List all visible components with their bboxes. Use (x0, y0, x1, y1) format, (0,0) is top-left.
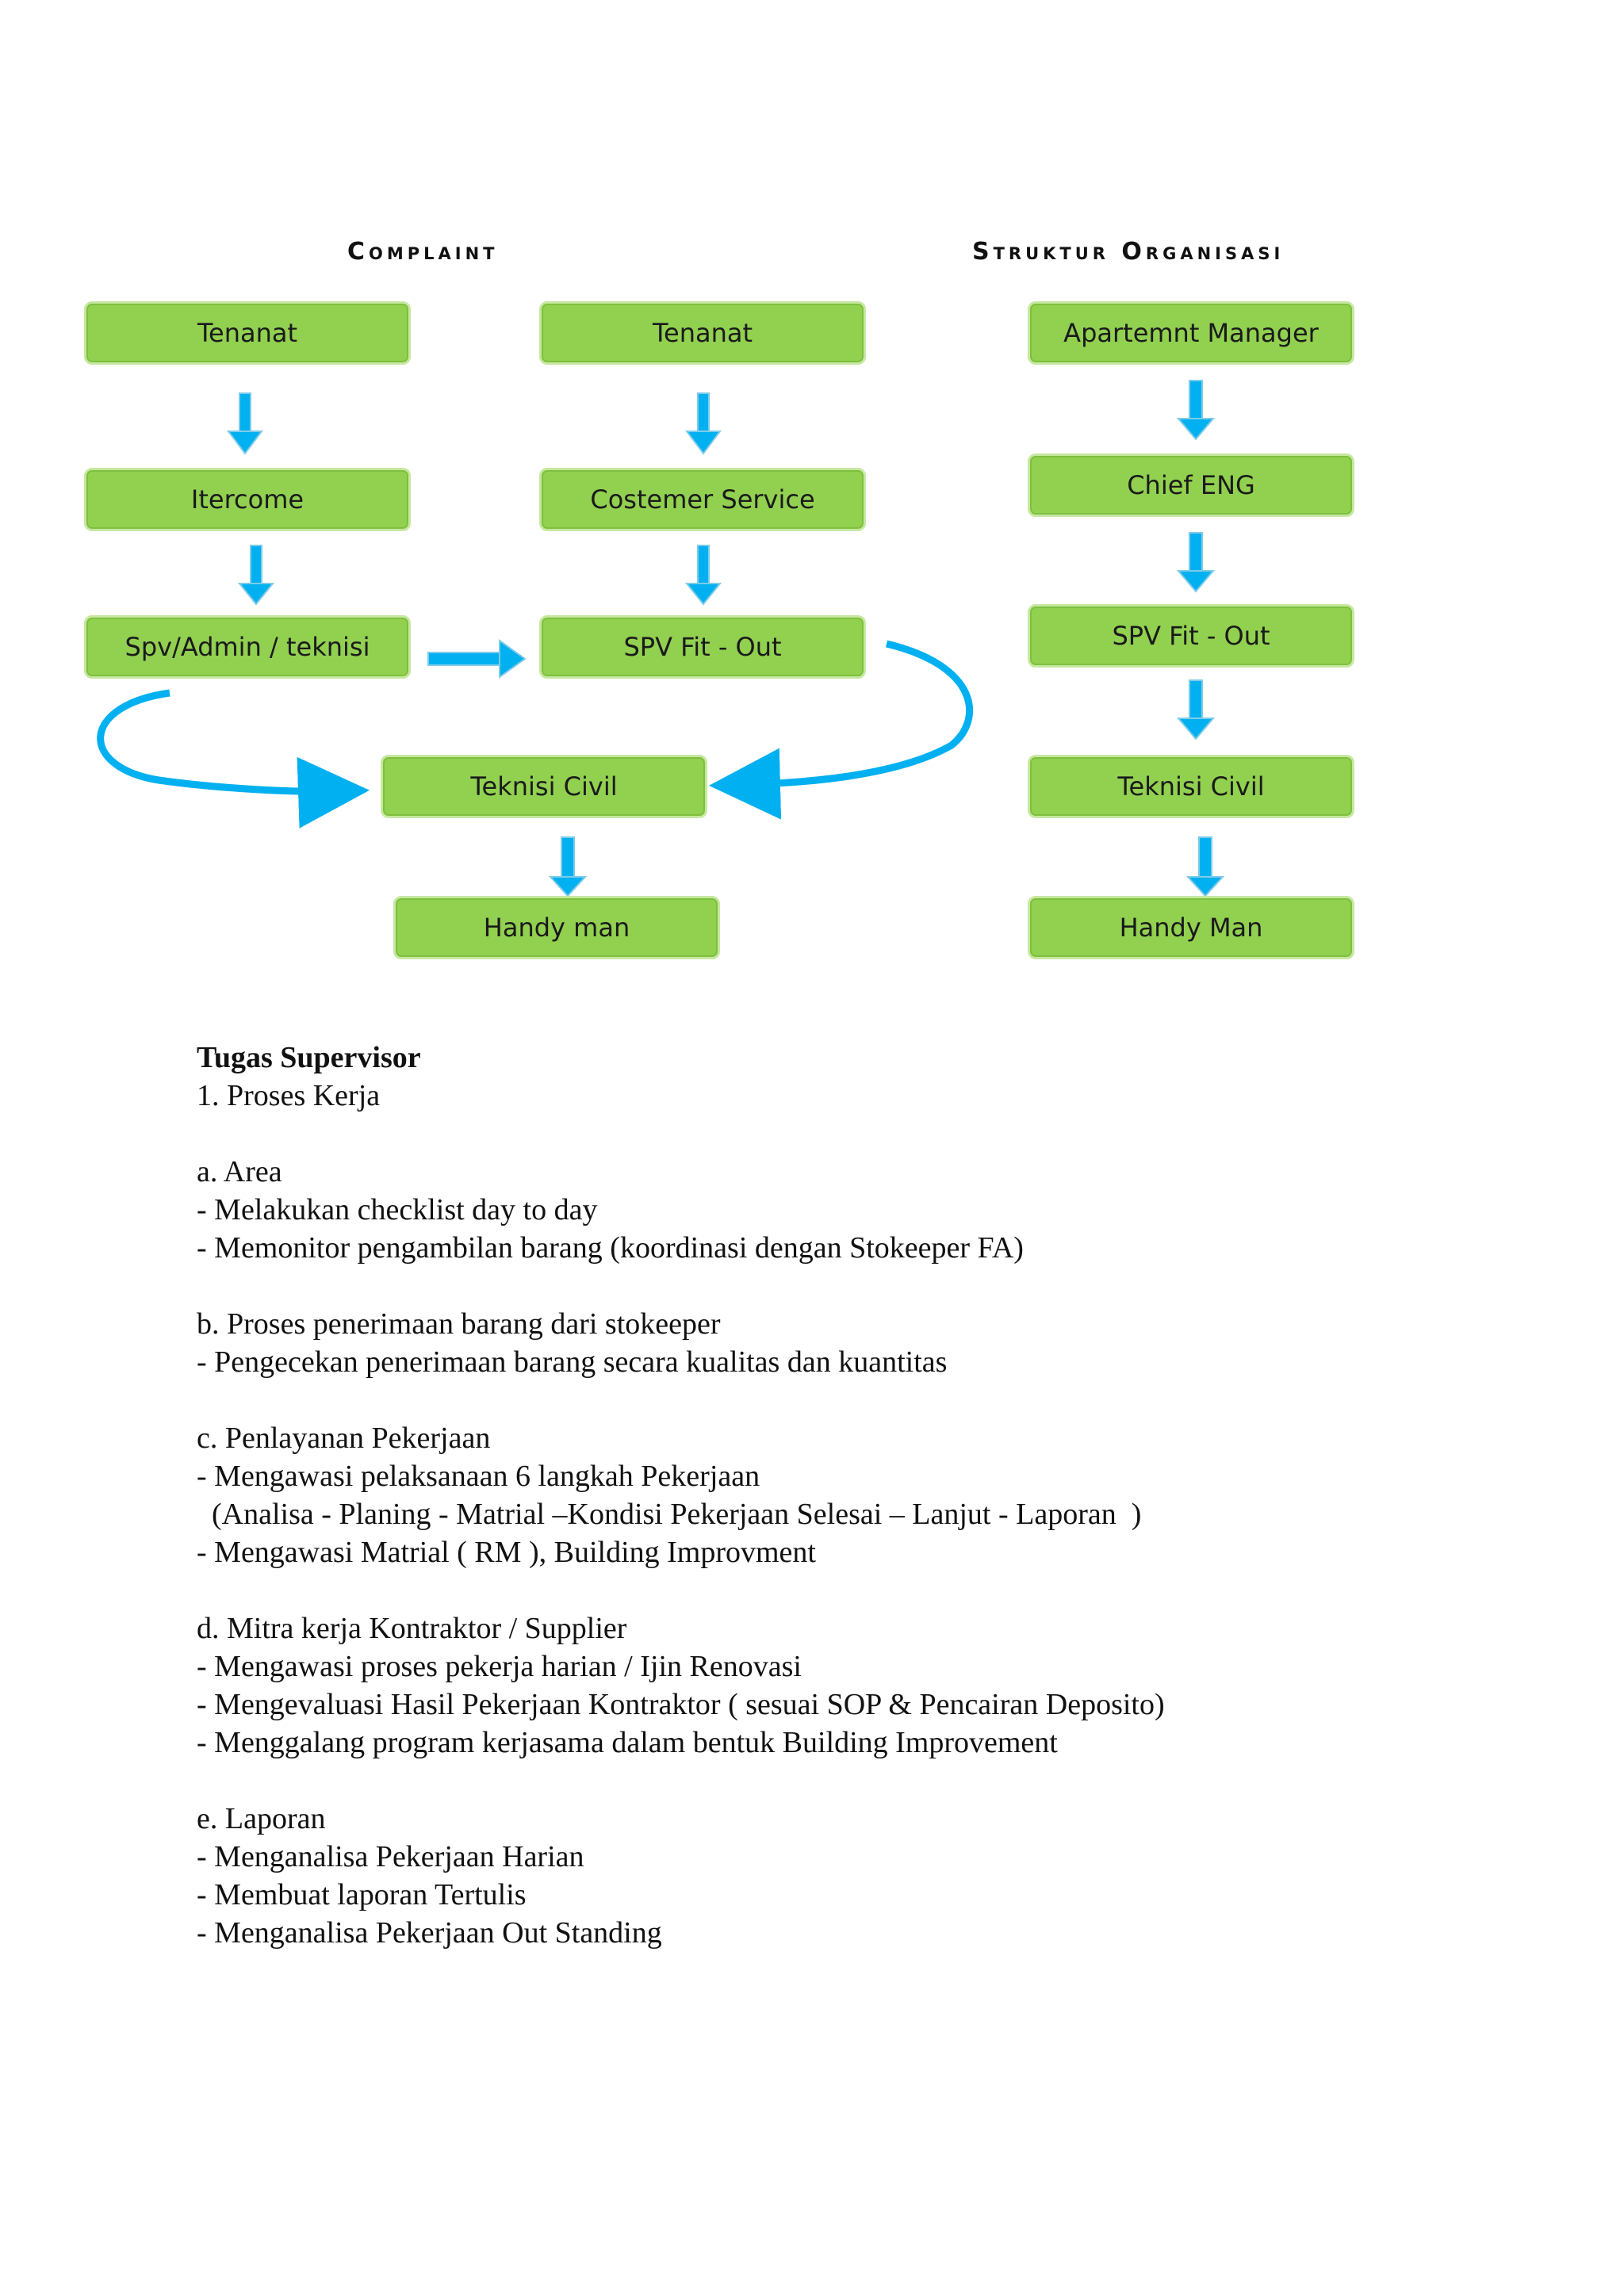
flow-box-spv-admin-teknisi: Spv/Admin / teknisi (84, 615, 411, 679)
flow-box-tenanat-left: Tenanat (84, 301, 411, 365)
section-line: - Membuat laporan Tertulis (197, 1878, 527, 1911)
section-line: - Memonitor pengambilan barang (koordinasi dengan Stokeeper FA) (197, 1231, 1024, 1265)
section-line: (Analisa - Planing - Matrial –Kondisi Pekerjaan Selesai – Lanjut - Laporan ) (197, 1498, 1142, 1531)
section-title: d. Mitra kerja Kontraktor / Supplier (197, 1612, 627, 1645)
section-line: - Melakukan checklist day to day (197, 1193, 598, 1226)
curved-arrow-icon (101, 693, 341, 791)
struktur-organisasi-title: Struktur Organisasi (972, 238, 1285, 266)
org-box-teknisi-civil: Teknisi Civil (1028, 755, 1354, 818)
section-title: e. Laporan (197, 1802, 326, 1835)
section-line: - Menggalang program kerjasama dalam bentuk Building Improvement (197, 1726, 1058, 1759)
flow-box-tenanat-right: Tenanat (539, 301, 866, 365)
org-box-chief-eng: Chief ENG (1028, 453, 1354, 517)
arrow-right-icon (428, 641, 525, 677)
section-line: - Menganalisa Pekerjaan Harian (197, 1840, 584, 1873)
section-title: a. Area (197, 1155, 282, 1188)
section-line: - Menganalisa Pekerjaan Out Standing (197, 1916, 662, 1950)
arrow-down-icon (550, 837, 585, 896)
arrow-down-icon (1188, 837, 1223, 896)
flow-box-handy-man-complaint: Handy man (393, 896, 720, 959)
flow-box-teknisi-civil-complaint: Teknisi Civil (381, 755, 707, 818)
section-line: - Pengecekan penerimaan barang secara kualitas dan kuantitas (197, 1345, 948, 1379)
section-line: - Mengawasi pelaksanaan 6 langkah Pekerjaan (197, 1460, 760, 1493)
section-line: - Mengevaluasi Hasil Pekerjaan Kontraktor ( sesuai SOP & Pencairan Deposito) (197, 1688, 1165, 1721)
section-title: b. Proses penerimaan barang dari stokeeper (197, 1307, 721, 1341)
section-title: c. Penlayanan Pekerjaan (197, 1422, 491, 1455)
document-body (197, 1039, 1465, 1952)
arrow-down-icon (687, 545, 720, 604)
org-box-spv-fit-out: SPV Fit - Out (1028, 604, 1354, 668)
complaint-title: Complaint (347, 238, 499, 266)
arrow-down-icon (228, 393, 262, 453)
arrow-down-icon (1178, 533, 1213, 591)
org-box-apartemnt-manager: Apartemnt Manager (1028, 301, 1354, 365)
arrow-down-icon (1178, 680, 1213, 739)
flow-box-itercome: Itercome (84, 468, 411, 531)
org-box-handy-man: Handy Man (1028, 896, 1354, 959)
arrow-down-icon (1178, 381, 1213, 439)
section-line: - Mengawasi Matrial ( RM ), Building Improvment (197, 1536, 816, 1569)
document-heading: Tugas Supervisor (197, 1041, 421, 1074)
arrow-down-icon (687, 393, 720, 453)
section-line: - Mengawasi proses pekerja harian / Ijin Renovasi (197, 1650, 802, 1683)
flow-box-spv-fit-out-complaint: SPV Fit - Out (539, 615, 866, 679)
flow-box-costemer-service: Costemer Service (539, 468, 866, 531)
arrow-down-icon (239, 545, 273, 604)
proses-kerja-heading: 1. Proses Kerja (197, 1079, 381, 1112)
